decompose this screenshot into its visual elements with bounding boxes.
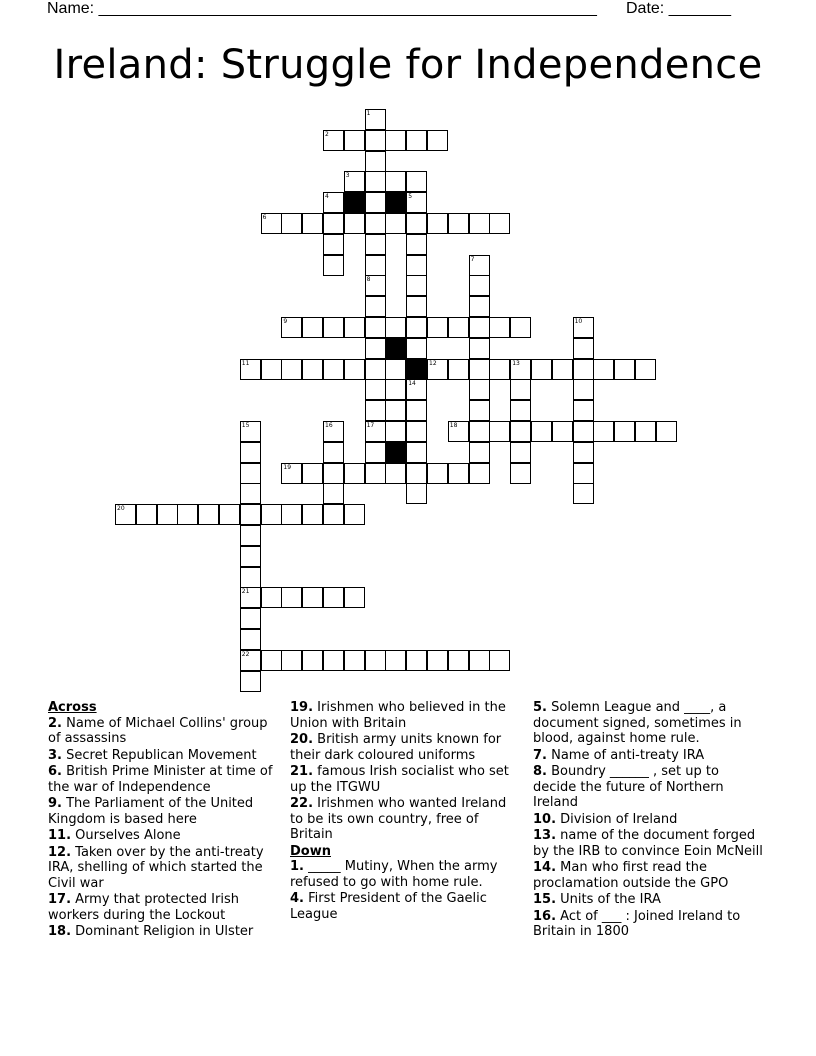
crossword-cell[interactable] — [469, 463, 490, 484]
crossword-cell[interactable] — [427, 359, 448, 380]
clue-number: 10 — [574, 318, 583, 325]
crossword-cell[interactable] — [177, 504, 198, 525]
crossword-cell[interactable] — [552, 359, 573, 380]
crossword-cell[interactable] — [406, 379, 427, 400]
crossword-cell[interactable] — [323, 213, 344, 234]
crossword-cell[interactable] — [510, 379, 531, 400]
clue-number: 7 — [470, 255, 475, 263]
crossword-cell[interactable] — [240, 567, 261, 588]
across-clue — [290, 732, 522, 763]
clue-number: 13 — [512, 359, 520, 367]
crossword-cell[interactable] — [593, 359, 614, 380]
clue-number-label: 17. — [48, 892, 72, 907]
crossword-cell[interactable] — [573, 483, 594, 504]
clue-text: Division of Ireland — [556, 811, 678, 827]
crossword-cell[interactable] — [614, 421, 635, 442]
crossword-cell[interactable] — [240, 587, 261, 608]
crossword-cell[interactable] — [323, 421, 344, 442]
across-clue — [48, 845, 280, 892]
across-clue — [48, 796, 280, 827]
down-clue — [290, 891, 522, 922]
crossword-cell[interactable] — [573, 379, 594, 400]
clue-number-label: 4. — [290, 891, 304, 906]
crossword-cell[interactable] — [469, 255, 490, 276]
clue-text: Solemn League and ____, a document signed, sometimes in blood, against home rule. — [533, 700, 742, 746]
crossword-cell[interactable] — [323, 317, 344, 338]
clue-number-label: 3. — [48, 747, 62, 763]
crossword-cell[interactable] — [656, 421, 677, 442]
clue-number: 6 — [262, 214, 267, 221]
clue-text: Name of anti-treaty IRA — [546, 747, 705, 763]
crossword-cell[interactable] — [240, 608, 261, 629]
crossword-cell[interactable] — [365, 130, 386, 151]
crossword-cell[interactable] — [323, 587, 344, 608]
crossword-cell[interactable] — [344, 463, 365, 484]
down-clue — [533, 764, 765, 811]
crossword-cell[interactable] — [448, 463, 469, 484]
crossword-cell[interactable] — [593, 421, 614, 442]
crossword-cell[interactable] — [406, 275, 427, 296]
crossword-cell[interactable] — [552, 421, 573, 442]
clue-text: Irishmen who believed in the Union with Britain — [290, 700, 506, 731]
clue-number-label: 21. — [290, 764, 314, 779]
crossword-cell[interactable] — [261, 359, 282, 380]
crossword-cell[interactable] — [365, 255, 386, 276]
crossword-cell[interactable] — [240, 504, 261, 525]
clue-text: Name of Michael Collins' group of assassins — [48, 715, 268, 746]
clue-text: British Prime Minister at time of the war of Independence — [48, 764, 273, 795]
crossword-cell[interactable] — [281, 213, 302, 234]
crossword-cell[interactable] — [365, 379, 386, 400]
across-clue — [48, 764, 280, 795]
crossword-cell[interactable] — [344, 213, 365, 234]
clue-number-label: 11. — [48, 828, 72, 843]
crossword-cell[interactable] — [344, 171, 365, 192]
crossword-cell[interactable] — [573, 317, 594, 338]
clue-number-label: 16. — [533, 908, 557, 924]
crossword-cell[interactable] — [281, 587, 302, 608]
crossword-cell[interactable] — [365, 171, 386, 192]
crossword-cell[interactable] — [219, 504, 240, 525]
crossword-cell[interactable] — [573, 463, 594, 484]
clue-number: 15 — [241, 422, 250, 429]
crossword-cell[interactable] — [240, 671, 261, 692]
crossword-cell[interactable] — [531, 421, 552, 442]
black-square — [385, 192, 406, 213]
clue-text: Secret Republican Movement — [61, 747, 257, 763]
crossword-cell[interactable] — [635, 421, 656, 442]
black-square — [385, 338, 406, 359]
crossword-cell[interactable] — [406, 171, 427, 192]
crossword-cell[interactable] — [302, 213, 323, 234]
crossword-cell[interactable] — [323, 192, 344, 213]
clue-number: 9 — [283, 318, 288, 325]
crossword-cell[interactable] — [240, 629, 261, 650]
crossword-cell[interactable] — [448, 359, 469, 380]
crossword-cell[interactable] — [365, 192, 386, 213]
across-clue — [290, 700, 522, 731]
crossword-cell[interactable] — [136, 504, 157, 525]
crossword-cell[interactable] — [469, 421, 490, 442]
black-square — [385, 442, 406, 463]
crossword-cell[interactable] — [365, 338, 386, 359]
clue-number-label: 1. — [290, 859, 304, 874]
down-clue — [533, 748, 765, 764]
clue-text: Ourselves Alone — [71, 828, 181, 843]
crossword-cell[interactable] — [427, 650, 448, 671]
clue-number-label: 2. — [48, 715, 62, 731]
page-title: Ireland: Struggle for Independence — [53, 42, 763, 88]
crossword-cell[interactable] — [302, 359, 323, 380]
clue-number-label: 10. — [533, 811, 557, 827]
crossword-cell[interactable] — [302, 587, 323, 608]
crossword-cell[interactable] — [385, 317, 406, 338]
crossword-cell[interactable] — [469, 400, 490, 421]
clue-number: 14 — [408, 380, 416, 388]
crossword-cell[interactable] — [323, 483, 344, 504]
crossword-cell[interactable] — [240, 442, 261, 463]
crossword-cell[interactable] — [406, 442, 427, 463]
crossword-cell[interactable] — [365, 463, 386, 484]
crossword-cell[interactable] — [406, 317, 427, 338]
crossword-cell[interactable] — [614, 359, 635, 380]
across-clue — [48, 892, 280, 923]
crossword-cell[interactable] — [323, 504, 344, 525]
crossword-cell[interactable] — [406, 234, 427, 255]
across-heading: Across — [48, 700, 97, 715]
crossword-cell[interactable] — [573, 338, 594, 359]
clue-number: 18 — [449, 422, 458, 429]
crossword-cell[interactable] — [365, 650, 386, 671]
crossword-cell[interactable] — [469, 379, 490, 400]
crossword-cell[interactable] — [281, 359, 302, 380]
clue-number: 12 — [429, 359, 437, 367]
clue-number: 22 — [241, 650, 250, 658]
crossword-cell[interactable] — [240, 650, 261, 671]
down-clue — [290, 859, 522, 890]
crossword-cell[interactable] — [344, 130, 365, 151]
crossword-cell[interactable] — [510, 463, 531, 484]
clue-column-2 — [290, 700, 522, 923]
clue-text: _____ Mutiny, When the army refused to go with home rule. — [290, 859, 498, 890]
crossword-cell[interactable] — [406, 192, 427, 213]
clue-text: Dominant Religion in Ulster — [71, 924, 254, 939]
crossword-cell[interactable] — [240, 546, 261, 567]
date-field[interactable]: Date: _______ — [626, 0, 731, 17]
crossword-cell[interactable] — [406, 130, 427, 151]
clue-number-label: 13. — [533, 828, 557, 843]
clue-number-label: 15. — [533, 892, 557, 907]
crossword-cell[interactable] — [573, 442, 594, 463]
crossword-cell[interactable] — [406, 483, 427, 504]
crossword-cell[interactable] — [385, 650, 406, 671]
crossword-cell[interactable] — [302, 317, 323, 338]
across-clue — [290, 764, 522, 795]
clue-number-label: 14. — [533, 860, 557, 875]
crossword-cell[interactable] — [344, 317, 365, 338]
crossword-cell[interactable] — [406, 400, 427, 421]
clue-number-label: 12. — [48, 844, 72, 860]
clue-number: 16 — [325, 422, 333, 429]
clue-number: 2 — [325, 130, 329, 138]
crossword-cell[interactable] — [281, 504, 302, 525]
clue-text: Army that protected Irish workers during the Lockout — [48, 892, 239, 923]
crossword-cell[interactable] — [281, 317, 302, 338]
crossword-cell[interactable] — [510, 359, 531, 380]
crossword-cell[interactable] — [323, 650, 344, 671]
black-square — [406, 359, 427, 380]
crossword-cell[interactable] — [261, 213, 282, 234]
clue-number-label: 5. — [533, 700, 547, 715]
crossword-cell[interactable] — [344, 359, 365, 380]
crossword-cell[interactable] — [344, 504, 365, 525]
crossword-cell[interactable] — [240, 525, 261, 546]
crossword-cell[interactable] — [323, 130, 344, 151]
crossword-cell[interactable] — [406, 255, 427, 276]
crossword-cell[interactable] — [510, 421, 531, 442]
crossword-cell[interactable] — [323, 234, 344, 255]
clue-number-label: 7. — [533, 747, 547, 763]
crossword-cell[interactable] — [240, 421, 261, 442]
name-field[interactable]: Name: ________________________________________________________ — [47, 0, 597, 17]
crossword-cell[interactable] — [573, 400, 594, 421]
crossword-cell[interactable] — [240, 483, 261, 504]
clue-text: Man who first read the proclamation outside the GPO — [533, 860, 729, 891]
crossword-cell[interactable] — [531, 359, 552, 380]
clue-text: Act of ___ : Joined Ireland to Britain in 1800 — [533, 908, 741, 939]
clue-text: Boundry ______ , set up to decide the future of Northern Ireland — [533, 764, 724, 810]
clue-number: 5 — [408, 193, 413, 201]
crossword-cell[interactable] — [385, 359, 406, 380]
crossword-cell[interactable] — [427, 213, 448, 234]
crossword-cell[interactable] — [406, 213, 427, 234]
clue-number-label: 19. — [290, 700, 314, 715]
across-clue — [48, 748, 280, 764]
crossword-cell[interactable] — [427, 130, 448, 151]
crossword-cell[interactable] — [406, 650, 427, 671]
crossword-cell[interactable] — [489, 421, 510, 442]
crossword-cell[interactable] — [385, 421, 406, 442]
crossword-cell[interactable] — [406, 421, 427, 442]
clue-number-label: 22. — [290, 796, 314, 811]
clue-text: Irishmen who wanted Ireland to be its own country, free of Britain — [290, 796, 507, 842]
clue-number: 8 — [366, 276, 371, 284]
across-clue — [48, 924, 280, 940]
crossword-cell[interactable] — [365, 359, 386, 380]
crossword-cell[interactable] — [323, 255, 344, 276]
crossword-cell[interactable] — [365, 442, 386, 463]
crossword-cell[interactable] — [469, 650, 490, 671]
crossword-cell[interactable] — [489, 359, 510, 380]
crossword-cell[interactable] — [469, 275, 490, 296]
crossword-cell[interactable] — [448, 317, 469, 338]
crossword-cell[interactable] — [385, 130, 406, 151]
crossword-cell[interactable] — [323, 359, 344, 380]
clue-number: 4 — [325, 193, 329, 201]
clue-number: 3 — [345, 172, 350, 180]
clue-text: famous Irish socialist who set up the ITGWU — [290, 764, 509, 795]
crossword-cell[interactable] — [573, 421, 594, 442]
crossword-cell[interactable] — [365, 109, 386, 130]
crossword-cell[interactable] — [157, 504, 178, 525]
crossword-cell[interactable] — [344, 587, 365, 608]
crossword-cell[interactable] — [344, 650, 365, 671]
crossword-cell[interactable] — [469, 338, 490, 359]
across-clue — [48, 828, 280, 844]
clue-number-label: 18. — [48, 924, 72, 939]
crossword-cell[interactable] — [448, 650, 469, 671]
clue-text: Taken over by the anti-treaty IRA, shelling of which started the Civil war — [48, 844, 264, 891]
clue-text: British army units known for their dark coloured uniforms — [290, 732, 502, 763]
clue-column-3 — [533, 700, 765, 941]
clue-number-label: 6. — [48, 764, 62, 779]
crossword-cell[interactable] — [115, 504, 136, 525]
down-clue — [533, 828, 765, 859]
crossword-cell[interactable] — [510, 400, 531, 421]
black-square — [344, 192, 365, 213]
crossword-cell[interactable] — [365, 317, 386, 338]
crossword-cell[interactable] — [469, 213, 490, 234]
crossword-cell[interactable] — [281, 650, 302, 671]
crossword-cell[interactable] — [469, 359, 490, 380]
crossword-cell[interactable] — [510, 317, 531, 338]
crossword-cell[interactable] — [323, 463, 344, 484]
crossword-cell[interactable] — [302, 463, 323, 484]
crossword-cell[interactable] — [406, 296, 427, 317]
across-clue — [48, 716, 280, 747]
clue-number: 19 — [283, 463, 292, 471]
crossword-cell[interactable] — [302, 650, 323, 671]
clue-number-label: 8. — [533, 764, 547, 779]
clue-column-1 — [48, 700, 280, 941]
crossword-cell[interactable] — [365, 234, 386, 255]
crossword-cell[interactable] — [427, 317, 448, 338]
crossword-cell[interactable] — [365, 213, 386, 234]
crossword-cell[interactable] — [635, 359, 656, 380]
crossword-cell[interactable] — [365, 151, 386, 172]
crossword-cell[interactable] — [365, 421, 386, 442]
clue-number: 1 — [366, 110, 371, 117]
down-clue — [533, 700, 765, 747]
crossword-cell[interactable] — [323, 442, 344, 463]
crossword-cell[interactable] — [489, 317, 510, 338]
crossword-cell[interactable] — [365, 400, 386, 421]
across-clue — [290, 796, 522, 843]
crossword-cell[interactable] — [302, 504, 323, 525]
crossword-cell[interactable] — [385, 379, 406, 400]
down-clue — [533, 812, 765, 828]
crossword-cell[interactable] — [406, 463, 427, 484]
crossword-cell[interactable] — [365, 296, 386, 317]
crossword-cell[interactable] — [448, 213, 469, 234]
crossword-cell[interactable] — [261, 650, 282, 671]
crossword-cell[interactable] — [261, 587, 282, 608]
clue-number: 11 — [241, 359, 250, 367]
clue-text: name of the document forged by the IRB to convince Eoin McNeill — [533, 828, 763, 859]
clue-text: The Parliament of the United Kingdom is based here — [48, 796, 254, 827]
crossword-cell[interactable] — [240, 463, 261, 484]
down-heading: Down — [290, 843, 331, 859]
crossword-cell[interactable] — [281, 463, 302, 484]
clue-number: 21 — [241, 588, 250, 596]
crossword-cell[interactable] — [510, 442, 531, 463]
crossword-cell[interactable] — [489, 213, 510, 234]
down-clue — [533, 860, 765, 891]
clue-number-label: 20. — [290, 732, 314, 747]
crossword-cell[interactable] — [385, 400, 406, 421]
crossword-cell[interactable] — [198, 504, 219, 525]
down-clue — [533, 909, 765, 940]
clue-number: 20 — [117, 505, 125, 513]
crossword-cell[interactable] — [261, 504, 282, 525]
crossword-cell[interactable] — [573, 359, 594, 380]
crossword-cell[interactable] — [385, 171, 406, 192]
crossword-cell[interactable] — [427, 463, 448, 484]
clue-number: 17 — [366, 422, 375, 429]
crossword-cell[interactable] — [469, 296, 490, 317]
clue-number-label: 9. — [48, 796, 62, 811]
crossword-cell[interactable] — [448, 421, 469, 442]
crossword-cell[interactable] — [469, 317, 490, 338]
clue-text: Units of the IRA — [556, 892, 661, 907]
crossword-cell[interactable] — [489, 650, 510, 671]
crossword-cell[interactable] — [406, 338, 427, 359]
crossword-cell[interactable] — [365, 275, 386, 296]
crossword-cell[interactable] — [385, 463, 406, 484]
crossword-cell[interactable] — [385, 213, 406, 234]
down-clue — [533, 892, 765, 908]
crossword-cell[interactable] — [469, 442, 490, 463]
clue-text: First President of the Gaelic League — [290, 891, 487, 922]
crossword-cell[interactable] — [240, 359, 261, 380]
